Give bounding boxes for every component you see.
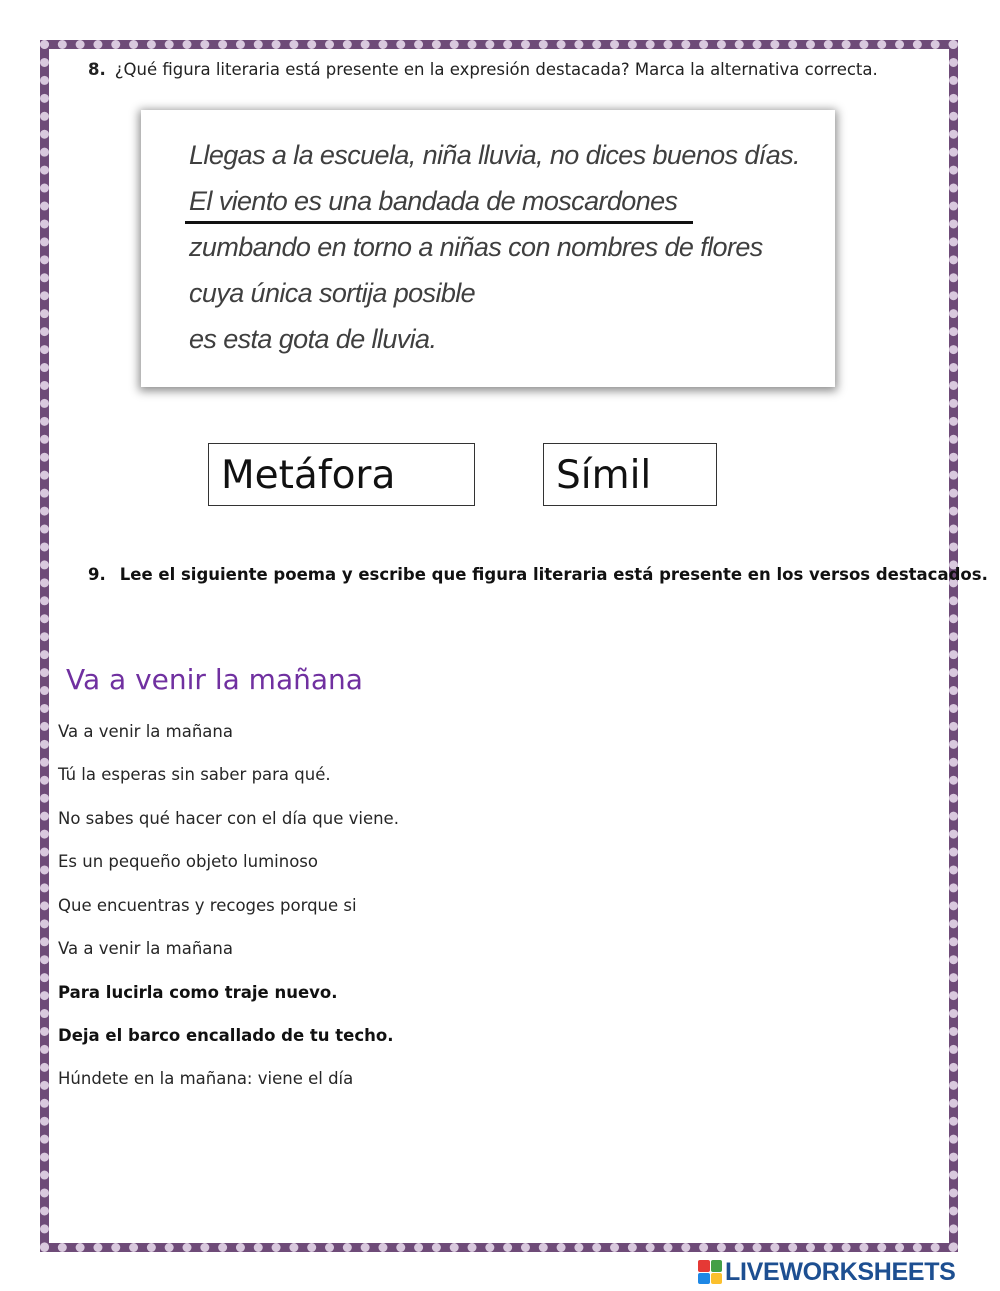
question-9-number: 9. <box>88 565 106 584</box>
brand-name: LIVEWORKSHEETS <box>725 1257 956 1286</box>
poem-verse: Tú la esperas sin saber para qué. <box>58 765 331 784</box>
question-8 <box>88 60 878 79</box>
question-8-number: 8. <box>88 60 106 79</box>
excerpt-line: es esta gota de lluvia. <box>189 324 437 354</box>
poem-title: Va a venir la mañana <box>66 663 363 696</box>
poem-excerpt-image <box>141 110 835 387</box>
excerpt-line: cuya única sortija posible <box>189 278 476 308</box>
highlight-underline <box>185 221 693 224</box>
question-9 <box>88 565 988 584</box>
poem-verse: No sabes qué hacer con el día que viene. <box>58 809 399 828</box>
liveworksheets-icon <box>698 1260 722 1284</box>
excerpt-line-highlighted: El viento es una bandada de moscardones <box>189 186 678 216</box>
question-9-text: Lee el siguiente poema y escribe que figura literaria está presente en los versos destacados. <box>119 565 988 584</box>
excerpt-line: Llegas a la escuela, niña lluvia, no dices buenos días. <box>189 140 800 170</box>
poem-verse: Va a venir la mañana <box>58 722 233 741</box>
poem-verse: Húndete en la mañana: viene el día <box>58 1069 354 1088</box>
liveworksheets-logo <box>698 1258 956 1286</box>
option-simil[interactable]: Símil <box>543 443 717 506</box>
poem-verse: Es un pequeño objeto luminoso <box>58 852 318 871</box>
poem-verse: Que encuentras y recoges porque si <box>58 896 357 915</box>
question-8-text: ¿Qué figura literaria está presente en la expresión destacada? Marca la alternativa correcta. <box>114 60 878 79</box>
poem-verse-highlighted: Para lucirla como traje nuevo. <box>58 983 338 1002</box>
option-metafora[interactable]: Metáfora <box>208 443 475 506</box>
poem-verse-highlighted: Deja el barco encallado de tu techo. <box>58 1026 394 1045</box>
poem-verse: Va a venir la mañana <box>58 939 233 958</box>
excerpt-line: zumbando en torno a niñas con nombres de flores <box>189 232 763 262</box>
